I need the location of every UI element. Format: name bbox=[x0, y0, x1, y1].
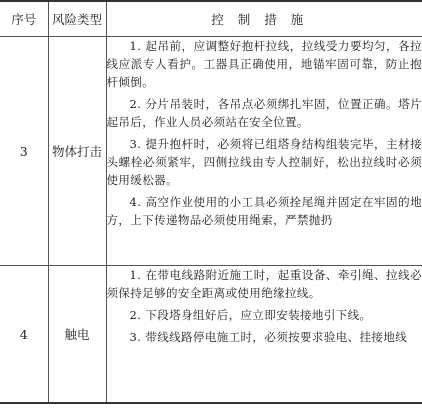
row-num: 3 bbox=[0, 37, 48, 266]
row-risk-type: 触电 bbox=[48, 266, 106, 404]
table-row bbox=[0, 266, 422, 404]
measure-item: 3. 提升抱杆时，必须将已组塔身结构组装完毕，主材接头螺栓必须紧牢，四侧拉线由专人控制好，松出拉线时必须使用缓松器。 bbox=[106, 137, 422, 187]
row-risk-type: 物体打击 bbox=[48, 37, 106, 266]
row-measures bbox=[106, 37, 422, 266]
measure-item: 1. 起吊前，应调整好抱杆拉线，拉线受力要均匀，各拉线应派专人看护。工器具正确使用，地锚牢固可靠，防止抱杆倾倒。 bbox=[106, 39, 422, 89]
measure-item: 1. 在带电线路附近施工时，起重设备、牵引绳、拉线必须保持足够的安全距离或使用绝缘拉线。 bbox=[106, 268, 422, 300]
measure-item: 3. 带线线路停电施工时，必须按要求验电、挂接地线 bbox=[129, 330, 408, 344]
measure-item: 2. 分片吊装时，各吊点必须绑扎牢固，位置正确。塔片起吊后，作业人员必须站在安全位置。 bbox=[106, 97, 422, 129]
header-row bbox=[0, 1, 422, 37]
measure-item: 4. 高空作业使用的小工具必须拴尾绳并固定在牢固的地方，上下传递物品必须使用绳索，严禁抛扔 bbox=[106, 195, 422, 227]
measure-item: 2. 下段塔身组好后，应立即安装接地引下线。 bbox=[129, 308, 372, 322]
row-num: 4 bbox=[0, 266, 48, 404]
row-measures bbox=[106, 266, 422, 404]
table-row bbox=[0, 37, 422, 266]
header-num: 序号 bbox=[0, 1, 48, 37]
header-measures: 控制措施 bbox=[106, 1, 422, 37]
header-risk-type: 风险类型 bbox=[48, 1, 106, 37]
